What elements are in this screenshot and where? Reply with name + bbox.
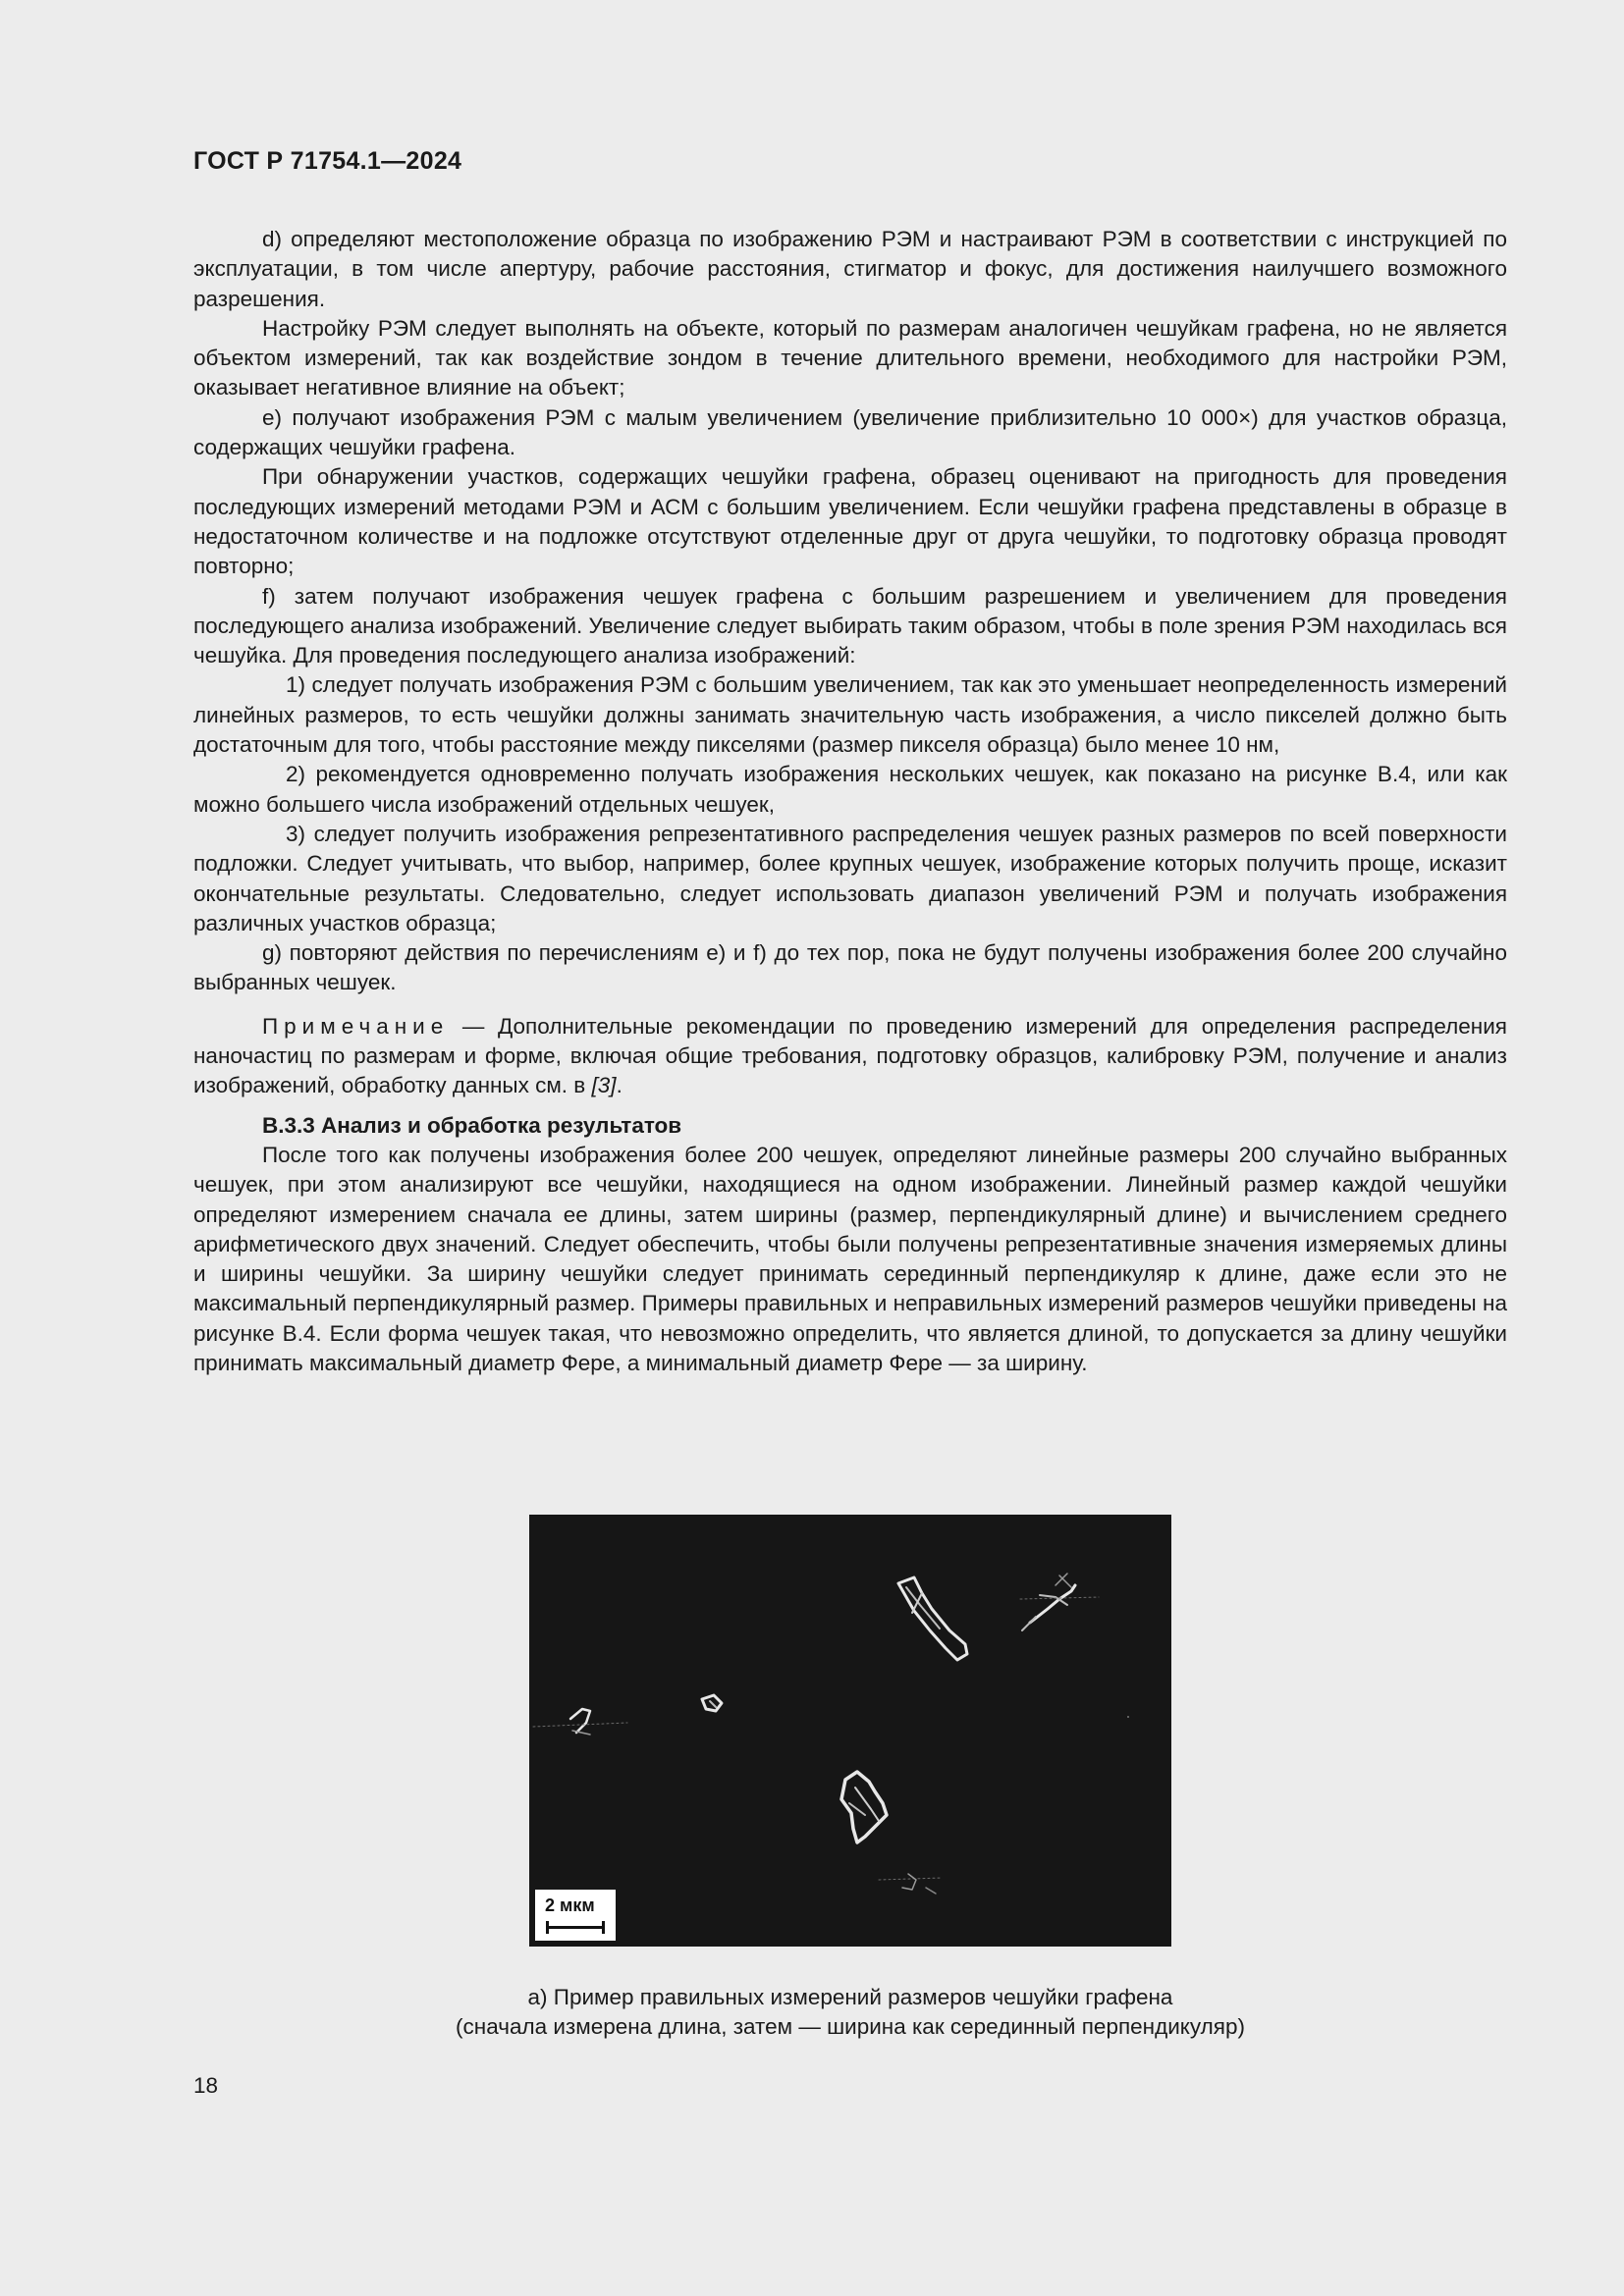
- flake: [898, 1577, 967, 1660]
- document-header: ГОСТ Р 71754.1—2024: [193, 147, 462, 175]
- flake: [533, 1709, 627, 1735]
- scale-bar-label: 2 мкм: [545, 1896, 595, 1915]
- note-reference: [3]: [591, 1073, 617, 1098]
- paragraph-e: е) получают изображения РЭМ с малым увеличением (увеличение приблизительно 10 000×) для участков образца, содержащих чешуйки графена.: [193, 404, 1507, 460]
- paragraph-sem-setup: Настройку РЭМ следует выполнять на объекте, который по размерам аналогичен чешуйкам графена, но не является объектом измерений, так как воздействие зондом в течение длительного времени, необходимого для настройки РЭМ, оказывает негативное влияние на объект;: [193, 315, 1507, 400]
- paragraph-d: d) определяют местоположение образца по изображению РЭМ и настраивают РЭМ в соответствии с инструкцией по эксплуатации, в том числе апертуру, рабочие расстояния, стигматор и фокус, для достижения наилучшего возможного разрешения.: [193, 227, 1507, 311]
- sem-micrograph: [529, 1515, 1171, 1947]
- caption-line-1: а) Пример правильных измерений размеров чешуйки графена: [527, 1985, 1173, 2009]
- flake: [702, 1695, 722, 1711]
- list-item-2: 2) рекомендуется одновременно получать изображения нескольких чешуек, как показано на рисунке В.4, или как можно большего числа изображений отдельных чешуек,: [193, 762, 1507, 817]
- flake: [841, 1772, 887, 1842]
- paragraph-g: g) повторяют действия по перечислениям е) и f) до тех пор, пока не будут получены изображения более 200 случайно выбранных чешуек.: [193, 940, 1507, 995]
- debris: [879, 1874, 942, 1894]
- flake: [1020, 1574, 1099, 1630]
- paragraph-detection: При обнаружении участков, содержащих чешуйки графена, образец оценивают на пригодность для проведения последующих измерений методами РЭМ и АСМ с большим увеличением. Если чешуйки графена представлены в образце в недостаточном количестве и на подложке отсутствуют отделенные друг от друга чешуйки, то подготовку образца проводят повторно;: [193, 464, 1507, 579]
- note-text: — Дополнительные рекомендации по проведению измерений для определения распределения наночастиц по размерам и форме, включая общие требования, подготовку образцов, калибровку РЭМ, получение и анализ изображений, обработку данных см. в: [193, 1013, 1507, 1098]
- page-number: 18: [193, 2073, 219, 2098]
- note-label: Примечание: [262, 1013, 450, 1039]
- document-body: [193, 225, 1507, 1378]
- graphene-flakes-image: [529, 1515, 1171, 1947]
- caption-line-2: (сначала измерена длина, затем — ширина как серединный перпендикуляр): [456, 2014, 1245, 2040]
- section-heading: В.3.3 Анализ и обработка результатов: [262, 1112, 682, 1138]
- list-item-3: 3) следует получить изображения репрезентативного распределения чешуек разных размеров по всей поверхности подложки. Следует учитывать, что выбор, например, более крупных чешуек, изображение которых получить проще, исказит окончательные результаты. Следовательно, следует использовать диапазон увеличений РЭМ и получать изображения различных участков образца;: [193, 821, 1507, 935]
- paragraph-f: f) затем получают изображения чешуек графена с большим разрешением и увеличением для проведения последующего анализа изображений. Увеличение следует выбирать таким образом, чтобы в поле зрения РЭМ находилась вся чешуйка. Для проведения последующего анализа изображений:: [193, 583, 1507, 668]
- scale-bar: [535, 1890, 616, 1941]
- scale-bar-line: [546, 1926, 605, 1929]
- note: [193, 1012, 1507, 1101]
- figure-caption: [193, 1983, 1507, 2043]
- note-end: .: [616, 1073, 623, 1098]
- list-item-1: 1) следует получать изображения РЭМ с большим увеличением, так как это уменьшает неопределенность измерений линейных размеров, то есть чешуйки должны занимать значительную часть изображения, а число пикселей должно быть достаточным для того, чтобы расстояние между пикселями (размер пикселя образца) было менее 10 нм,: [193, 672, 1507, 758]
- section-text: После того как получены изображения более 200 чешуек, определяют линейные размеры 200 случайно выбранных чешуек, при этом анализируют все чешуйки, находящиеся на одном изображении. Линейный размер каждой чешуйки определяют измерением сначала ее длины, затем ширины (размер, перпендикулярный длине) и вычислением среднего арифметического двух значений. Следует обеспечить, чтобы были получены репрезентативные значения измеряемых длины и ширины чешуйки. За ширину чешуйки следует принимать серединный перпендикуляр к длине, даже если это не максимальный перпендикулярный размер. Примеры правильных и неправильных измерений размеров чешуйки приведены на рисунке В.4. Если форма чешуек такая, что невозможно определить, что является длиной, то допускается за длину чешуйки принимать максимальный диаметр Фере, а минимальный диаметр Фере — за ширину.: [193, 1142, 1507, 1375]
